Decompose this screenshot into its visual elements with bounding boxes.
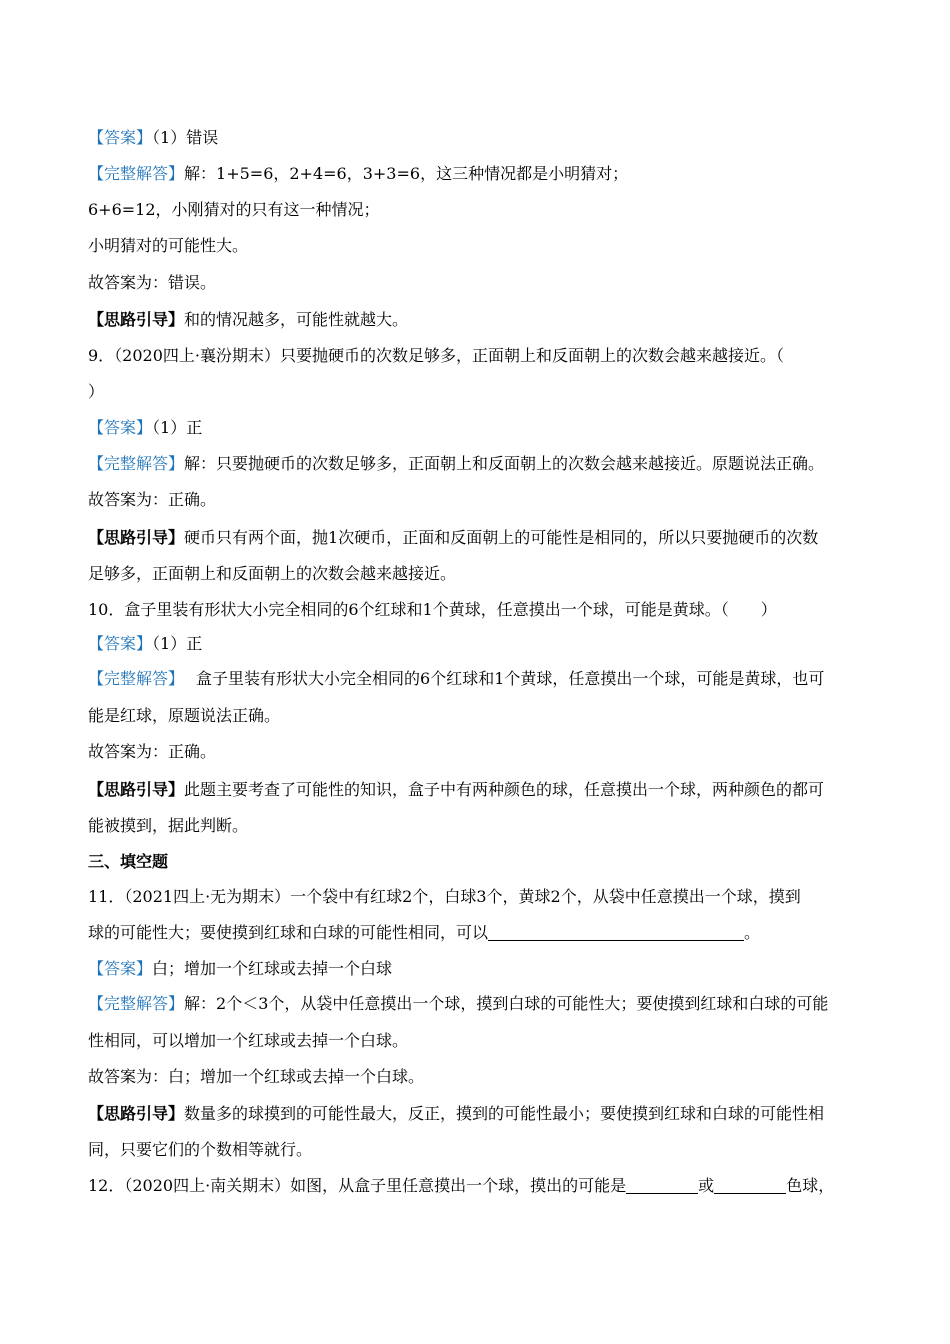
q11-question-text: 球的可能性大；要使摸到红球和白球的可能性相同，可以 (88, 923, 489, 942)
q9-answer: （1）正 (152, 418, 203, 437)
q10-answer: （1）正 (152, 634, 203, 653)
q10-hint-text: 此题主要考查了可能性的知识，盒子中有两种颜色的球，任意摸出一个球，两种颜色的都可 (184, 780, 825, 799)
answer-tag: 【答案】 (88, 128, 153, 147)
q9-solution-line (88, 453, 824, 475)
q12-question-end: 色球， (786, 1176, 835, 1195)
answer-tag: 【答案】 (88, 418, 153, 437)
q8-answer-line (88, 127, 218, 149)
solution-tag: 【完整解答】 (88, 454, 185, 473)
q8-answer: （1）错误 (152, 128, 219, 147)
hint-tag: 【思路引导】 (88, 1104, 185, 1123)
hint-tag: 【思路引导】 (88, 528, 185, 547)
q9-question-line-1: 9．（2020四上·襄汾期末）只要抛硬币的次数足够多，正面朝上和反面朝上的次数会越来越接近。（ (88, 346, 784, 365)
q11-conclusion: 故答案为：白；增加一个红球或去掉一个白球。 (88, 1067, 425, 1086)
q12-question-or: 或 (698, 1176, 715, 1195)
hint-tag: 【思路引导】 (88, 310, 185, 329)
q11-fill-blank[interactable] (488, 924, 744, 941)
q11-hint-text: 数量多的球摸到的可能性最大，反正，摸到的可能性最小；要使摸到红球和白球的可能性相 (184, 1104, 825, 1123)
answer-tag: 【答案】 (88, 634, 153, 653)
q11-answer-line (88, 958, 392, 980)
section-heading: 三、填空题 (88, 852, 169, 871)
q8-solution-line-2: 6+6=12，小刚猜对的只有这一种情况； (88, 200, 380, 219)
q12-question-text: 12．（2020四上·南关期末）如图，从盒子里任意摸出一个球，摸出的可能是 (88, 1176, 627, 1195)
q8-solution-line-3: 小明猜对的可能性大。 (88, 236, 249, 255)
q11-question-line-1: 11．（2021四上·无为期末）一个袋中有红球2个，白球3个，黄球2个，从袋中任意摸出一个球，摸到 (88, 887, 801, 906)
q12-fill-blank-2[interactable] (714, 1177, 786, 1194)
q11-question-line-2 (88, 922, 760, 944)
q10-question-line: 10．盒子里装有形状大小完全相同的6个红球和1个黄球，任意摸出一个球，可能是黄球。（ ） (88, 600, 777, 619)
q8-hint-text: 和的情况越多，可能性就越大。 (184, 310, 409, 329)
q12-fill-blank-1[interactable] (626, 1177, 698, 1194)
q10-solution-line (88, 668, 824, 690)
q11-hint-line-2: 同，只要它们的个数相等就行。 (88, 1140, 313, 1159)
hint-tag: 【思路引导】 (88, 780, 185, 799)
q10-solution-text: 盒子里装有形状大小完全相同的6个红球和1个黄球，任意摸出一个球，可能是黄球，也可 (196, 669, 825, 688)
q11-solution-text: 解：2个＜3个，从袋中任意摸出一个球，摸到白球的可能性大；要使摸到红球和白球的可能 (184, 994, 829, 1013)
solution-tag: 【完整解答】 (88, 669, 185, 688)
q8-solution-line (88, 163, 628, 185)
q10-hint-line (88, 779, 824, 801)
q9-solution-text: 解：只要抛硬币的次数足够多，正面朝上和反面朝上的次数会越来越接近。原题说法正确。 (184, 454, 825, 473)
q8-solution-text: 解：1+5=6，2+4=6，3+3=6，这三种情况都是小明猜对； (184, 164, 629, 183)
solution-tag: 【完整解答】 (88, 994, 185, 1013)
q8-hint-line (88, 309, 408, 331)
q11-solution-line-2: 性相同，可以增加一个红球或去掉一个白球。 (88, 1031, 409, 1050)
q9-hint-line-2: 足够多，正面朝上和反面朝上的次数会越来越接近。 (88, 564, 457, 583)
q9-hint-line (88, 527, 818, 549)
q9-conclusion: 故答案为：正确。 (88, 490, 217, 509)
q12-question-line (88, 1175, 834, 1197)
q11-question-end: 。 (744, 923, 761, 942)
q10-hint-line-2: 能被摸到，据此判断。 (88, 816, 249, 835)
q11-hint-line (88, 1103, 824, 1125)
q10-solution-line-2: 能是红球，原题说法正确。 (88, 706, 281, 725)
answer-tag: 【答案】 (88, 959, 153, 978)
q10-conclusion: 故答案为：正确。 (88, 742, 217, 761)
solution-tag: 【完整解答】 (88, 164, 185, 183)
q11-solution-line (88, 993, 828, 1015)
q9-question-line-2: ） (88, 382, 105, 401)
q9-answer-line (88, 417, 202, 439)
q8-conclusion: 故答案为：错误。 (88, 273, 217, 292)
q11-answer: 白；增加一个红球或去掉一个白球 (152, 959, 393, 978)
q10-answer-line (88, 633, 202, 655)
q9-hint-text: 硬币只有两个面，抛1次硬币，正面和反面朝上的可能性是相同的，所以只要抛硬币的次数 (184, 528, 819, 547)
